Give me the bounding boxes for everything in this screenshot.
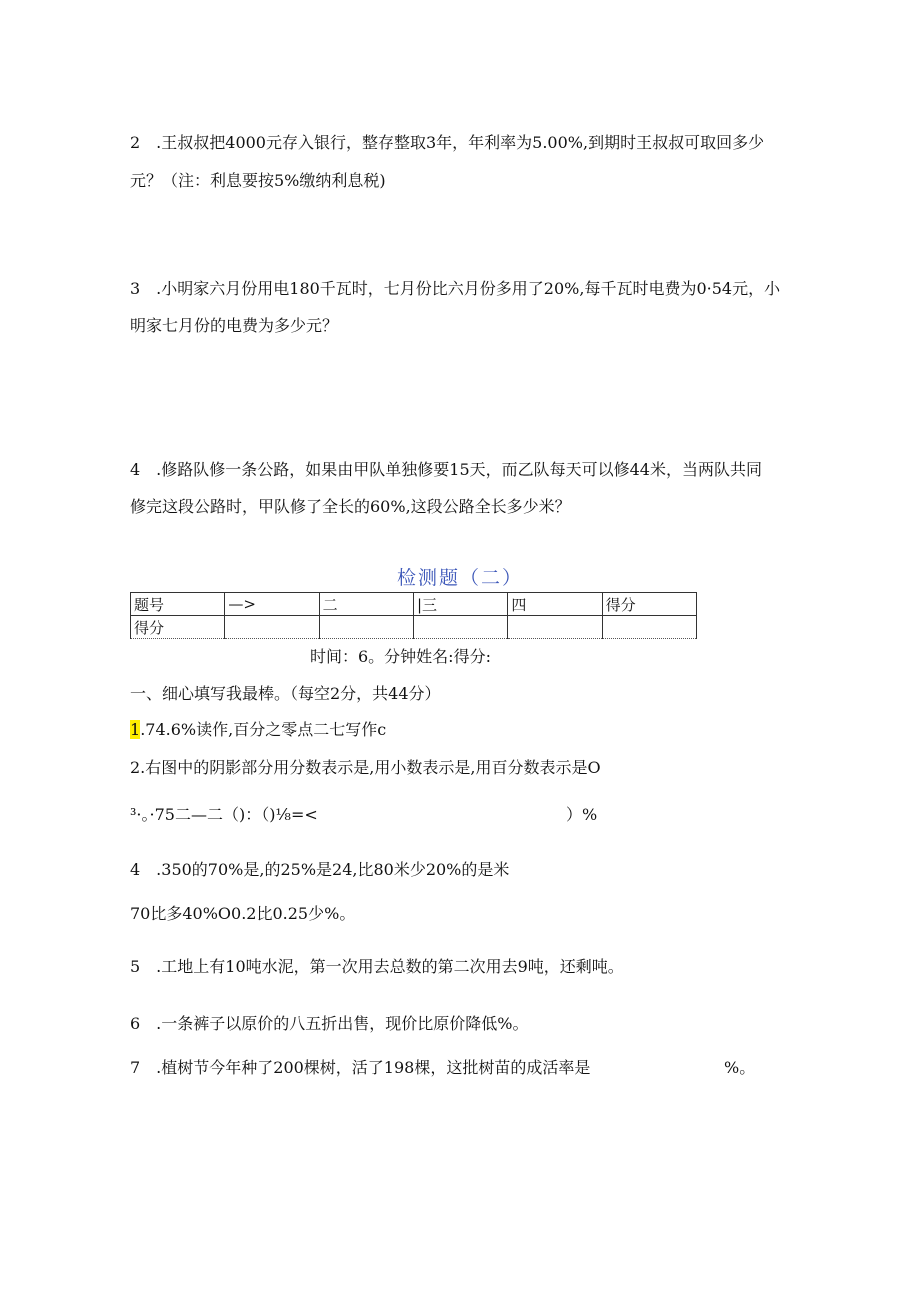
section-1-heading: 一、细心填写我最棒。（每空2分，共44分） [130,684,441,703]
question-7-right: %。 [724,1058,756,1077]
question-6: 6 .一条裤子以原价的八五折出售，现价比原价降低%。 [130,1014,529,1033]
question-4-line1: 4 .350的70%是,的25%是24,比80米少20%的是米 [130,860,510,879]
score-cell[interactable] [319,616,413,639]
score-cell: 得分 [131,616,225,639]
question-3-left: ³·。·75二—二（)：（)⅛=< [130,805,318,824]
problem-3-line2: 明家七月份的电费为多少元？ [130,316,339,335]
score-cell[interactable] [508,616,602,639]
score-table-header-row [131,593,697,616]
score-cell[interactable] [602,616,696,639]
problem-4-line1: 4 .修路队修一条公路，如果由甲队单独修要15天，而乙队每天可以修44米，当两队共同 [130,460,762,479]
score-table [130,592,697,639]
question-7-left: 7 .植树节今年种了200棵树，活了198棵，这批树苗的成活率是 [130,1058,591,1077]
question-5: 5 .工地上有10吨水泥，第一次用去总数的第二次用去9吨，还剩吨。 [130,957,624,976]
problem-3-line1: 3 .小明家六月份用电180千瓦时，七月份比六月份多用了20%,每千瓦时电费为0·54元，小 [130,279,781,298]
problem-2-line2: 元？（注：利息要按5%缴纳利息税) [130,171,386,190]
problem-2-line1: 2 .王叔叔把4000元存入银行，整存整取3年，年利率为5.00%,到期时王叔叔可取回多少 [130,133,765,152]
score-cell: 得分 [602,593,696,616]
problem-4-line2: 修完这段公路时，甲队修了全长的60%,这段公路全长多少米？ [130,497,571,516]
score-cell[interactable] [225,616,319,639]
question-1-text: .74.6%读作,百分之零点二七写作c [140,720,387,739]
score-cell: 题号 [131,593,225,616]
question-1 [130,719,386,741]
score-cell: |三 [413,593,507,616]
question-4-line2: 70比多40%O0.2比0.25少%。 [130,904,356,923]
score-cell: 四 [508,593,602,616]
info-line: 时间：6。分钟姓名:得分: [310,647,491,666]
score-cell: 二 [319,593,413,616]
question-2: 2.右图中的阴影部分用分数表示是,用小数表示是,用百分数表示是O [130,758,601,777]
score-cell[interactable] [413,616,507,639]
score-table-score-row [131,616,697,639]
test-title: 检测题（二） [396,567,523,589]
highlight-mark: 1 [130,720,141,739]
score-cell: —> [225,593,319,616]
question-3-right: ）% [566,805,598,824]
